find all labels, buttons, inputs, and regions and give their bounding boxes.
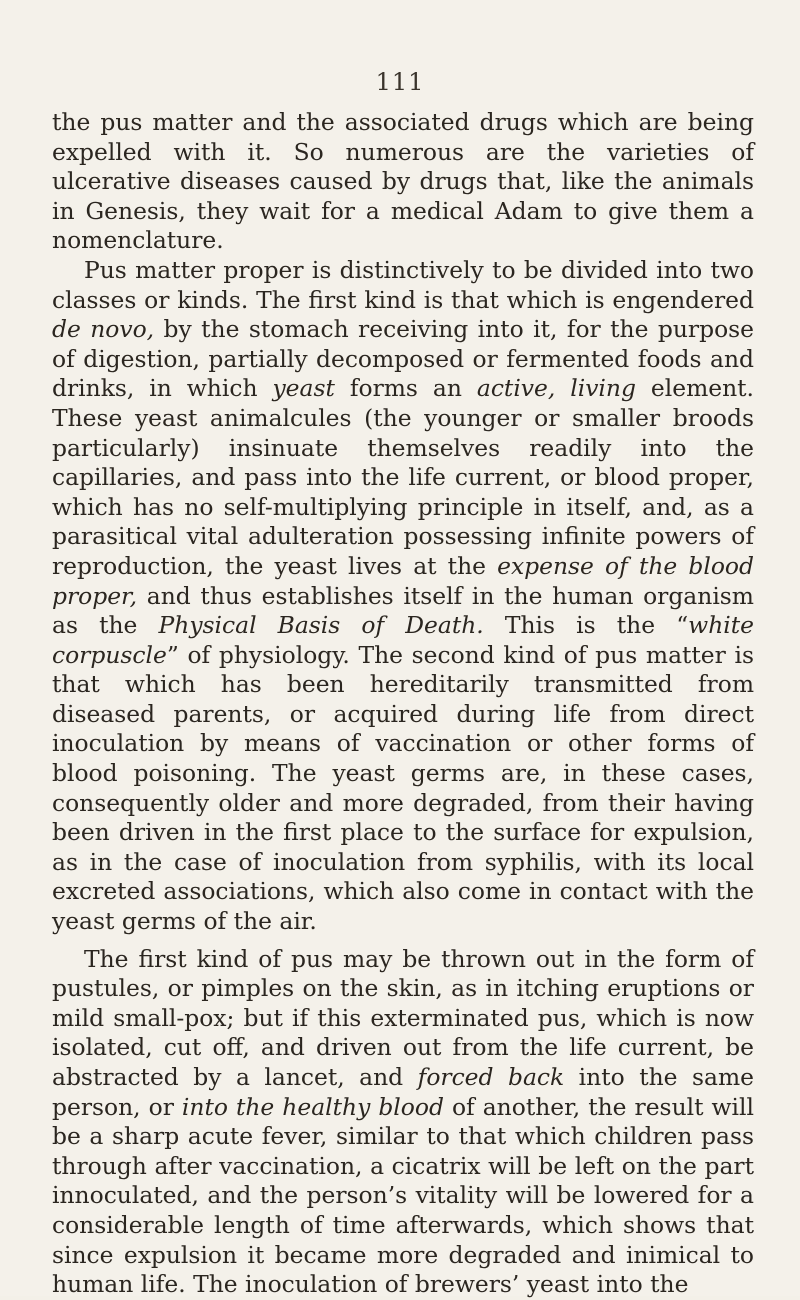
text-run: and thus establishes itself in the human organism as the xyxy=(52,581,754,640)
italic-run: forced back xyxy=(417,1063,565,1091)
text-run: Pus matter proper is distinctively to be divided into two classes or kinds. The first kind is that which is engendered xyxy=(52,255,754,314)
italic-run: yeast xyxy=(272,374,335,403)
text-run: into the same person, or xyxy=(52,1063,754,1121)
italic-run: white corpuscle xyxy=(52,611,754,669)
italic-run: expense of the blood proper, xyxy=(52,551,754,610)
paragraph-2 xyxy=(52,256,754,937)
page-number: 111 xyxy=(375,68,425,96)
text-run: by the stomach receiving into it, for the purpose of digestion, partially decomposed or fermented foods and drinks, in which xyxy=(52,315,755,403)
text-run: element. These yeast animalcules (the younger or smaller broods particularly) insinuate themselves readily into the capillaries, and pass into the life current, or blood proper, which has no self-multiplying principle in itself, and, as a parasitical vital adulteration possessing infinite powers of reproduction, the yeast lives at the xyxy=(52,374,754,580)
text-run: The first kind of pus may be thrown out in the form of pustules, or pimples on the skin, as in itching eruptions or mild small-pox; but if this exterminated pus, which is now isolated, cut off, and driven out from the life current, be abstracted by a lancet, and xyxy=(52,944,754,1091)
text-run: forms an xyxy=(334,374,477,403)
paragraph-1 xyxy=(52,108,754,256)
text-run: of another, the result will be a sharp acute fever, similar to that which children pass through after vaccination, a cicatrix will be left on the part innoculated, and the person’s vitality will be lowered for a considerable length of time afterwards, which shows that since expulsion it became more degraded and inimical to human life. The inoculation of brewers’ yeast into the xyxy=(52,1092,755,1299)
text-run: ” of physiology. The second kind of pus matter is that which has been hereditarily transmitted from diseased parents, or acquired during life from direct inoculation by means of vaccination or other forms of blood poisoning. The yeast germs are, in these cases, consequently older and more degraded, from their having been driven in the first place to the surface for expulsion, as in the case of inoculation from syphilis, with its local excreted associations, which also come in contact with the yeast germs of the air. xyxy=(52,640,754,936)
text-run: the pus matter and the associated drugs which are being expelled with it. So numerous are the varieties of ulcerative diseases caused by drugs that, like the animals in Genesis, they wait for a medical Adam to give them a nomenclature. xyxy=(52,108,754,255)
text-run: This is the “ xyxy=(483,611,689,640)
italic-run: de novo, xyxy=(52,315,155,344)
italic-run: active, living xyxy=(476,374,636,403)
body-text xyxy=(52,108,754,1300)
italic-run: into the healthy blood xyxy=(181,1092,444,1121)
italic-run: Physical Basis of Death. xyxy=(158,611,484,640)
paragraph-3 xyxy=(52,945,754,1300)
